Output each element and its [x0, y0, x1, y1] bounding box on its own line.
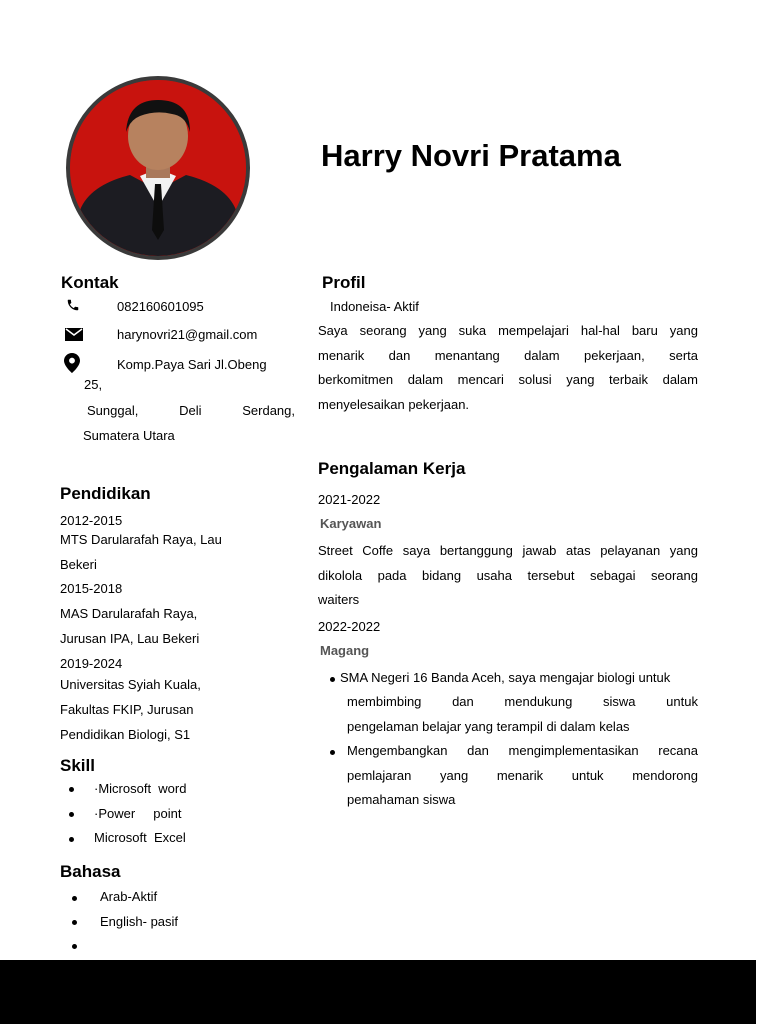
bullet-icon: [69, 787, 74, 792]
contact-phone: 082160601095: [117, 299, 204, 314]
language-item: Arab-Aktif: [100, 889, 158, 904]
bullet-icon: [69, 812, 74, 817]
profile-line: Saya seorang yang suka mempelajari hal-hal baru yang: [318, 323, 698, 338]
job-period: 2022-2022: [318, 619, 381, 634]
education-line: Fakultas FKIP, Jurusan: [60, 702, 194, 717]
bullet-icon: [69, 837, 74, 842]
job-line: waiters: [318, 592, 360, 607]
job-bullet-line: pengelaman belajar yang terampil di dalam kelas: [347, 718, 630, 734]
profile-summary: [318, 319, 698, 417]
skill-item: ·Microsoft word: [94, 781, 187, 796]
contact-address-line2: 25,: [84, 377, 103, 392]
job-bullet-line: pemahaman siswa: [347, 792, 456, 807]
language-item: English- pasif: [100, 914, 179, 929]
footer-bar: [0, 960, 756, 1024]
education-line: Bekeri: [60, 557, 97, 572]
education-line: 2019-2024: [60, 656, 123, 671]
contact-address-line1: Komp.Paya Sari Jl.Obeng: [117, 357, 267, 372]
job-line: dikolola pada bidang usaha tersebut sebagai seorang: [318, 567, 698, 583]
education-line: MTS Darularafah Raya, Lau: [60, 532, 222, 547]
bullet-icon: [72, 920, 77, 925]
address-part: Deli: [179, 403, 202, 418]
profile-line: menyelesaikan pekerjaan.: [318, 396, 470, 412]
bullet-icon: [330, 677, 335, 682]
profile-photo: [66, 76, 250, 260]
job-bullet-text: [347, 739, 698, 813]
education-line: 2012-2015: [60, 513, 123, 528]
profile-line: menarik dan menantang dalam pekerjaan, serta: [318, 347, 698, 363]
job-description: [318, 539, 698, 613]
candidate-name: Harry Novri Pratama: [321, 138, 621, 173]
skill-item: Microsoft Excel: [94, 830, 186, 845]
skill-item: ·Power point: [94, 806, 182, 821]
education-line: Jurusan IPA, Lau Bekeri: [60, 631, 200, 646]
contact-email: harynovri21@gmail.com: [117, 327, 258, 342]
experience-heading: Pengalaman Kerja: [318, 459, 466, 478]
education-line: 2015-2018: [60, 581, 123, 596]
profile-subtitle: Indoneisa- Aktif: [330, 299, 419, 314]
education-line: Pendidikan Biologi, S1: [60, 727, 191, 742]
bullet-icon: [330, 750, 335, 755]
bullet-icon: [72, 944, 77, 949]
job-role: Magang: [320, 643, 370, 658]
education-line: Universitas Syiah Kuala,: [60, 677, 201, 692]
contact-address-line4: Sumatera Utara: [83, 428, 175, 443]
job-bullet-text: [347, 690, 698, 739]
contact-address-line3: [87, 403, 295, 419]
location-pin-icon: [64, 353, 80, 373]
profile-heading: Profil: [322, 273, 366, 292]
address-part: Sunggal,: [87, 403, 139, 418]
person-portrait-icon: [70, 80, 246, 256]
job-bullet-line: Mengembangkan dan mengimplementasikan recana: [347, 743, 698, 758]
phone-icon: [66, 298, 80, 312]
skill-heading: Skill: [60, 756, 95, 775]
language-heading: Bahasa: [60, 862, 121, 881]
bullet-icon: [72, 896, 77, 901]
job-role: Karyawan: [320, 516, 382, 531]
email-icon: [65, 328, 83, 341]
profile-line: berkomitmen dalam mencari solusi yang terbaik dalam: [318, 372, 698, 387]
address-part: Serdang,: [242, 403, 295, 418]
education-line: MAS Darularafah Raya,: [60, 606, 198, 621]
job-line: Street Coffe saya bertanggung jawab atas pelayanan yang: [318, 543, 698, 558]
education-heading: Pendidikan: [60, 484, 151, 503]
contact-heading: Kontak: [61, 273, 119, 292]
job-bullet-line: pemlajaran yang menarik untuk mendorong: [347, 767, 698, 783]
job-bullet-line: membimbing dan mendukung siswa untuk: [347, 694, 698, 709]
job-period: 2021-2022: [318, 492, 381, 507]
job-bullet-line: SMA Negeri 16 Banda Aceh, saya mengajar biologi untuk: [340, 670, 671, 685]
